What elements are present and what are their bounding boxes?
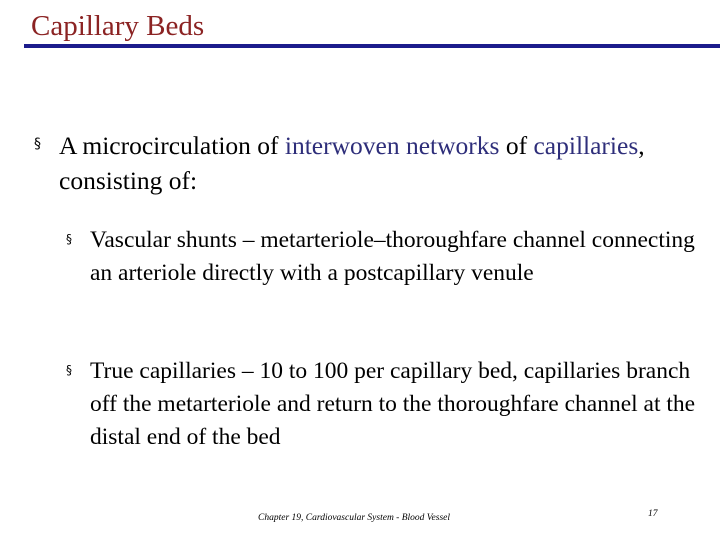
title-underline [24, 44, 720, 48]
footer-chapter-label: Chapter 19, Cardiovascular System - Blood Vessel [258, 513, 451, 523]
footer-page-number: 17 [648, 509, 658, 519]
sub-bullet-vascular-shunts [66, 224, 706, 290]
bullet-text-start: A microcirculation of [59, 131, 285, 160]
bullet-text [59, 128, 694, 198]
sub-bullet-text: Vascular shunts – metarteriole–thoroughfare channel connecting an arteriole directly with a postcapillary venule [90, 227, 695, 286]
sub-bullet-true-capillaries [66, 355, 706, 454]
bullet-item-microcirculation [34, 128, 694, 198]
sub-bullet-text: True capillaries – 10 to 100 per capillary bed, capillaries branch off the metarteriole and return to the thoroughfare channel at the distal end of the bed [90, 358, 696, 450]
bullet-marker-icon: § [66, 232, 72, 246]
slide-title: Capillary Beds [31, 10, 205, 42]
highlight-capillaries: capillaries [533, 131, 639, 160]
highlight-interwoven-networks: interwoven networks [284, 131, 500, 160]
bullet-text-middle: of [499, 131, 534, 160]
bullet-text-end: , consisting of: [59, 131, 645, 195]
bullet-marker-icon: § [34, 136, 41, 152]
bullet-marker-icon: § [66, 363, 72, 377]
